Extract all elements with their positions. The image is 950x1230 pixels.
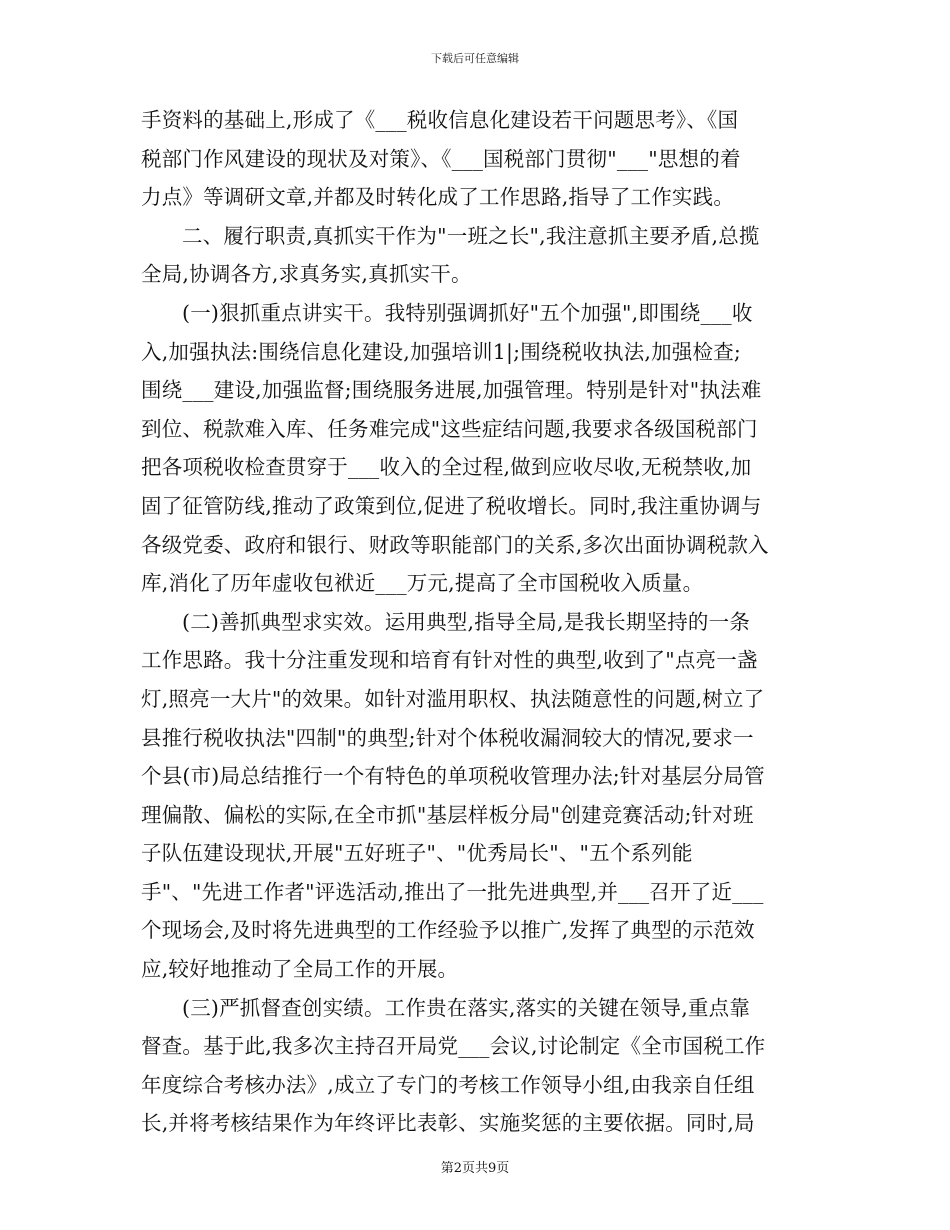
text-line: 应,较好地推动了全局工作的开展。: [141, 957, 459, 982]
text-line: 子队伍建设现状,开展"五好班子"、"优秀局长"、"五个系列能: [141, 841, 693, 866]
text-line: 到位、税款难入库、任务难完成"这些症结问题,我要求各级国税部门: [141, 416, 758, 441]
text-line: 固了征管防线,推动了政策到位,促进了税收增长。同时,我注重协调与: [141, 493, 762, 518]
text-line: 各级党委、政府和银行、财政等职能部门的关系,多次出面协调税款入: [141, 532, 769, 557]
text-line: 理偏散、偏松的实际,在全市抓"基层样板分局"创建竞赛活动;针对班: [141, 802, 754, 827]
text-line: 税部门作风建设的现状及对策》、《___国税部门贯彻"___"思想的着: [141, 146, 741, 171]
text-line: 长,并将考核结果作为年终评比表彰、实施奖惩的主要依据。同时,局: [141, 1111, 755, 1136]
text-line: (二)善抓典型求实效。运用典型,指导全局,是我长期坚持的一条: [182, 609, 751, 634]
text-line: 力点》等调研文章,并都及时转化成了工作思路,指导了工作实践。: [141, 185, 735, 210]
text-line: 年度综合考核办法》,成立了专门的考核工作领导小组,由我亲自任组: [141, 1072, 755, 1097]
page-header: 下载后可任意编辑: [431, 52, 519, 65]
text-line: 个现场会,及时将先进典型的工作经验予以推广,发挥了典型的示范效: [141, 918, 755, 943]
text-line: 手资料的基础上,形成了《___税收信息化建设若干问题思考》、《国: [141, 108, 739, 132]
text-line: 库,消化了历年虚收包袱近___万元,提高了全市国税收入质量。: [141, 571, 704, 596]
text-line: 二、履行职责,真抓实干作为"一班之长",我注意抓主要矛盾,总揽: [182, 223, 760, 248]
text-line: 个县(市)局总结推行一个有特色的单项税收管理办法;针对基层分局管: [141, 764, 765, 789]
text-line: (三)严抓督查创实绩。工作贵在落实,落实的关键在领导,重点靠: [182, 995, 751, 1020]
text-line: 督查。基于此,我多次主持召开局党___会议,讨论制定《全市国税工作: [141, 1034, 766, 1059]
text-line: 把各项税收检查贯穿于___收入的全过程,做到应收尽收,无税禁收,加: [141, 455, 752, 480]
text-line: (一)狠抓重点讲实干。我特别强调抓好"五个加强",即围绕___收: [182, 300, 753, 325]
text-line: 灯,照亮一大片"的效果。如针对滥用职权、执法随意性的问题,树立了: [141, 686, 765, 711]
text-line: 手"、"先进工作者"评选活动,推出了一批先进典型,并___召开了近___: [141, 879, 764, 904]
text-line: 围绕___建设,加强监督;围绕服务进展,加强管理。特别是针对"执法难: [141, 378, 762, 403]
page-footer: 第2页共9页: [440, 1161, 510, 1176]
text-line: 入,加强执法:围绕信息化建设,加强培训1|;围绕税收执法,加强检查;: [141, 339, 742, 364]
text-line: 县推行税收执法"四制"的典型;针对个体税收漏洞较大的情况,要求一: [141, 725, 754, 750]
text-line: 全局,协调各方,求真务实,真抓实干。: [141, 262, 472, 287]
text-line: 工作思路。我十分注重发现和培育有针对性的典型,收到了"点亮一盏: [141, 648, 758, 673]
document-body: [141, 101, 821, 1143]
